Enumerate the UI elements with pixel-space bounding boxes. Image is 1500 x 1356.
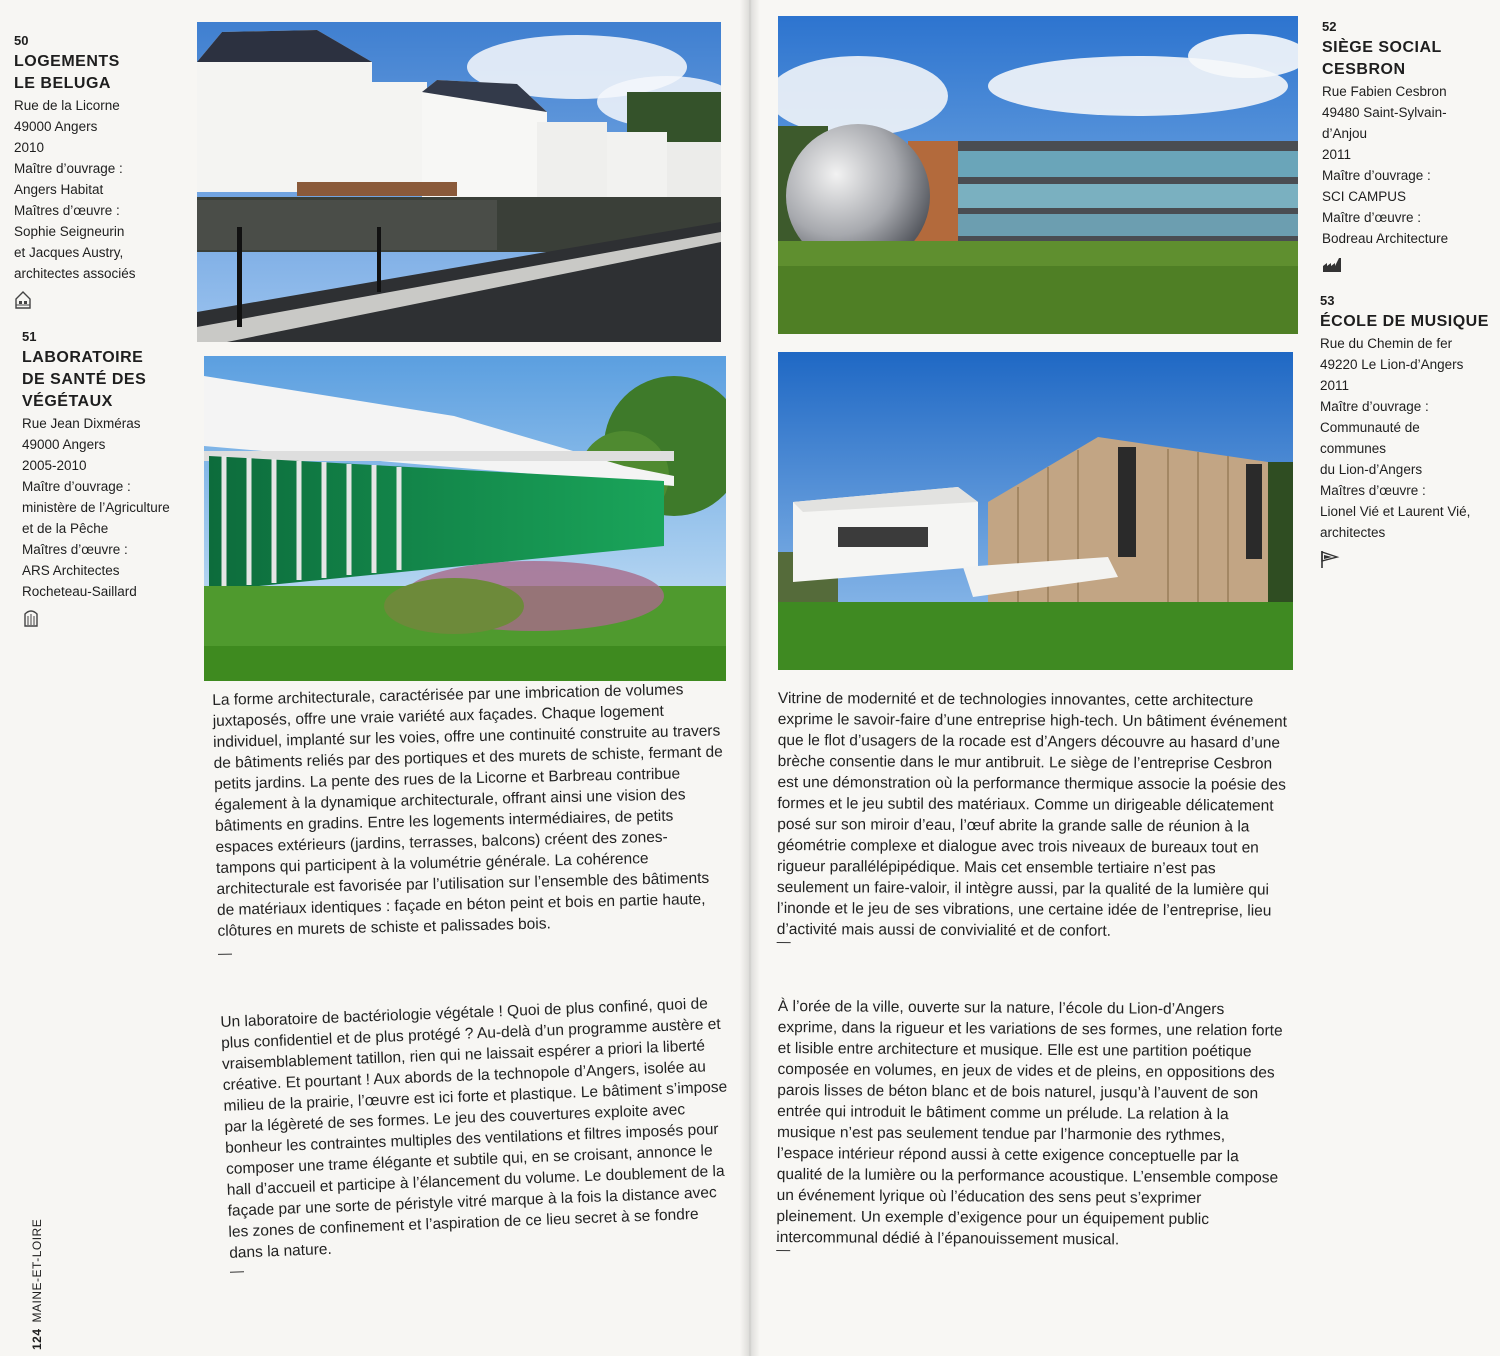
entry-detail: Communauté de — [1320, 420, 1420, 435]
entry-detail: Bodreau Architecture — [1322, 231, 1449, 246]
text-block-logements-beluga — [212, 678, 728, 955]
entry-detail: SCI CAMPUS — [1322, 189, 1407, 204]
section-name: MAINE-ET-LOIRE — [30, 1218, 44, 1323]
music-pictogram-icon — [1320, 549, 1340, 575]
entry-title-line: ÉCOLE DE MUSIQUE — [1320, 313, 1489, 330]
photo-ecole-de-musique — [778, 352, 1293, 670]
paragraph: Vitrine de modernité et de technologies innovantes, cette architecture exprime le savoir-faire d’une entreprise high-tech. Un bâtiment événement que le flot d’usagers de la rocade est d’Angers découvre au hasard d’une brèche consentie dans le mur antibruit. Le siège de l’entreprise Cesbron est une démonstration où la performance thermique associe la poésie des formes et le jeu subtil des matériaux. Comme un dirigeable délicatement posé sur son miroir d’eau, l’œuf abrite la grande salle de réunion à la géométrie complexe et dialogue avec trois niveaux de bureaux tout en rigueur parallélépipédique. Mais cet ensemble tertiaire n’est pas seulement un faire-valoir, il intègre aussi, par la qualité de la lumière qui l’inonde et le jeu de ses vibrations, une certaine idée de l’entreprise, lieu d’activité mais aussi de convivialité et de confort. — [776, 690, 1288, 940]
entry-number: 51 — [22, 329, 37, 344]
entry-detail: Maître d’ouvrage : — [1322, 168, 1431, 183]
entry-50-caption — [14, 30, 136, 316]
lab-pictogram-icon — [22, 608, 40, 634]
entry-53-caption — [1320, 290, 1489, 575]
entry-title-line: VÉGÉTAUX — [22, 393, 113, 410]
photo-laboratoire-sante-vegetaux — [204, 356, 726, 681]
entry-detail: Maître d’ouvrage : — [22, 479, 131, 494]
paragraph: La forme architecturale, caractérisée par une imbrication de volumes juxtaposés, offre une vraie variété aux façades. Chaque logement individuel, implanté sur les voies, offre une continuité construite au travers de bâtiments reliés par des portiques et des murets de schiste, fermant de petits jardins. La pente des rues de la Licorne et Barbreau contribue également à la dynamique architecturale, offrant ainsi une vision des bâtiments en gradins. Entre les logements intermédiaires, de petits espaces extérieurs (jardins, terrasses, balcons) créent des zones-tampons qui participent à la volumétrie générale. La cohérence architecturale est favorisée par l’utilisation sur l’ensemble des bâtiments de matériaux identiques : façade en béton peint et bois en partie haute, clôtures en murets de schiste et palissades bois. — [212, 681, 723, 940]
entry-detail: 2011 — [1320, 378, 1350, 393]
entry-detail: 2005-2010 — [22, 458, 87, 473]
entry-detail: Maîtres d’œuvre : — [14, 203, 120, 218]
entry-title-line: CESBRON — [1322, 61, 1406, 78]
entry-detail: architectes — [1320, 525, 1386, 540]
paragraph: Un laboratoire de bactériologie végétale ! Quoi de plus confiné, quoi de plus confidentiel et de plus protégé ? Au-delà d’un programme austère et vraisemblablement tatillon, rien qui ne laissait espérer a priori la liberté créative. Et pourtant ! Aux abords de la technopole d’Angers, isolée au milieu de la prairie, l’œuvre est ici forte et plastique. Le bâtiment s’impose par la légèreté de ses formes. Le jeu des couvertures exploite avec bonheur les contraintes multiples des ventilations et filtres imposés pour composer une trame élégante et subtile qui, en se croisant, annonce le hall d’accueil et participe à l’élancement du volume. Le doublement de la façade par une sorte de péristyle vitré marque à la fois la distance avec les zones de confinement et l’aspiration de ce lieu secret à se fondre dans la nature. — [220, 995, 728, 1262]
entry-detail: Maître d’ouvrage : — [14, 161, 123, 176]
entry-detail: et de la Pêche — [22, 521, 109, 536]
entry-detail: Lionel Vié et Laurent Vié, — [1320, 504, 1471, 519]
house-pictogram-icon — [14, 290, 32, 316]
entry-detail: 2011 — [1322, 147, 1352, 162]
entry-detail: architectes associés — [14, 266, 136, 281]
text-block-ecole-musique — [776, 996, 1283, 1255]
entry-52-caption — [1322, 16, 1448, 279]
book-gutter — [740, 0, 760, 1356]
text-block-laboratoire — [220, 993, 735, 1273]
section-dash — [777, 942, 791, 943]
entry-detail: Rocheteau-Saillard — [22, 584, 137, 599]
entry-detail: ARS Architectes — [22, 563, 120, 578]
entry-detail: Maître d’œuvre : — [1322, 210, 1422, 225]
entry-detail: d’Anjou — [1322, 126, 1368, 141]
entry-title-line: SIÈGE SOCIAL — [1322, 39, 1442, 56]
entry-title-line: LABORATOIRE — [22, 349, 144, 366]
entry-detail: Rue de la Licorne — [14, 98, 120, 113]
photo-siege-social-cesbron — [778, 16, 1298, 334]
page-number: 124 — [30, 1328, 44, 1350]
entry-detail: Rue Fabien Cesbron — [1322, 84, 1447, 99]
entry-detail: et Jacques Austry, — [14, 245, 124, 260]
entry-detail: ministère de l’Agriculture — [22, 500, 170, 515]
entry-detail: 2010 — [14, 140, 45, 155]
entry-title-line: DE SANTÉ DES — [22, 371, 147, 388]
entry-detail: Maîtres d’œuvre : — [1320, 483, 1426, 498]
entry-detail: Rue du Chemin de fer — [1320, 336, 1453, 351]
entry-51-caption — [22, 326, 170, 634]
entry-detail: communes — [1320, 441, 1387, 456]
paragraph: À l’orée de la ville, ouverte sur la nature, l’école du Lion-d’Angers exprime, dans la rigueur et les variations de ses formes, une relation forte et lisible entre architecture et musique. Elle est une partition poétique composée en volumes, en jeux de vides et de pleins, en oppositions des parois lisses de béton blanc et de bois naturel, jusqu’à l’auvent de son entrée qui introduit le bâtiment comme un prélude. La relation à la musique n’est pas seulement tendue par l’harmonie des rythmes, l’espace intérieur répond aussi à cette exigence conceptuelle par la qualité de la lumière ou la performance acoustique. L’ensemble compose un événement lyrique où l’éducation des sens peut s’exprimer pleinement. Un exemple d’exigence pour un équipement public intercommunal dédié à l’épanouissement musical. — [776, 997, 1283, 1249]
entry-number: 50 — [14, 33, 29, 48]
entry-detail: Angers Habitat — [14, 182, 104, 197]
section-dash — [776, 1250, 790, 1251]
office-pictogram-icon — [1322, 255, 1344, 279]
entry-number: 53 — [1320, 293, 1335, 308]
entry-detail: Rue Jean Dixméras — [22, 416, 141, 431]
page-folio — [30, 1218, 50, 1350]
entry-title-line: LOGEMENTS — [14, 53, 120, 70]
photo-logements-le-beluga — [197, 22, 721, 342]
entry-title-line: LE BELUGA — [14, 75, 111, 92]
text-block-cesbron — [777, 688, 1290, 946]
entry-detail: 49480 Saint-Sylvain- — [1322, 105, 1447, 120]
entry-detail: 49000 Angers — [14, 119, 98, 134]
entry-detail: Maître d’ouvrage : — [1320, 399, 1429, 414]
entry-detail: 49220 Le Lion-d’Angers — [1320, 357, 1464, 372]
entry-detail: Sophie Seigneurin — [14, 224, 125, 239]
entry-detail: 49000 Angers — [22, 437, 106, 452]
entry-number: 52 — [1322, 19, 1337, 34]
entry-detail: du Lion-d’Angers — [1320, 462, 1423, 477]
entry-detail: Maîtres d’œuvre : — [22, 542, 128, 557]
